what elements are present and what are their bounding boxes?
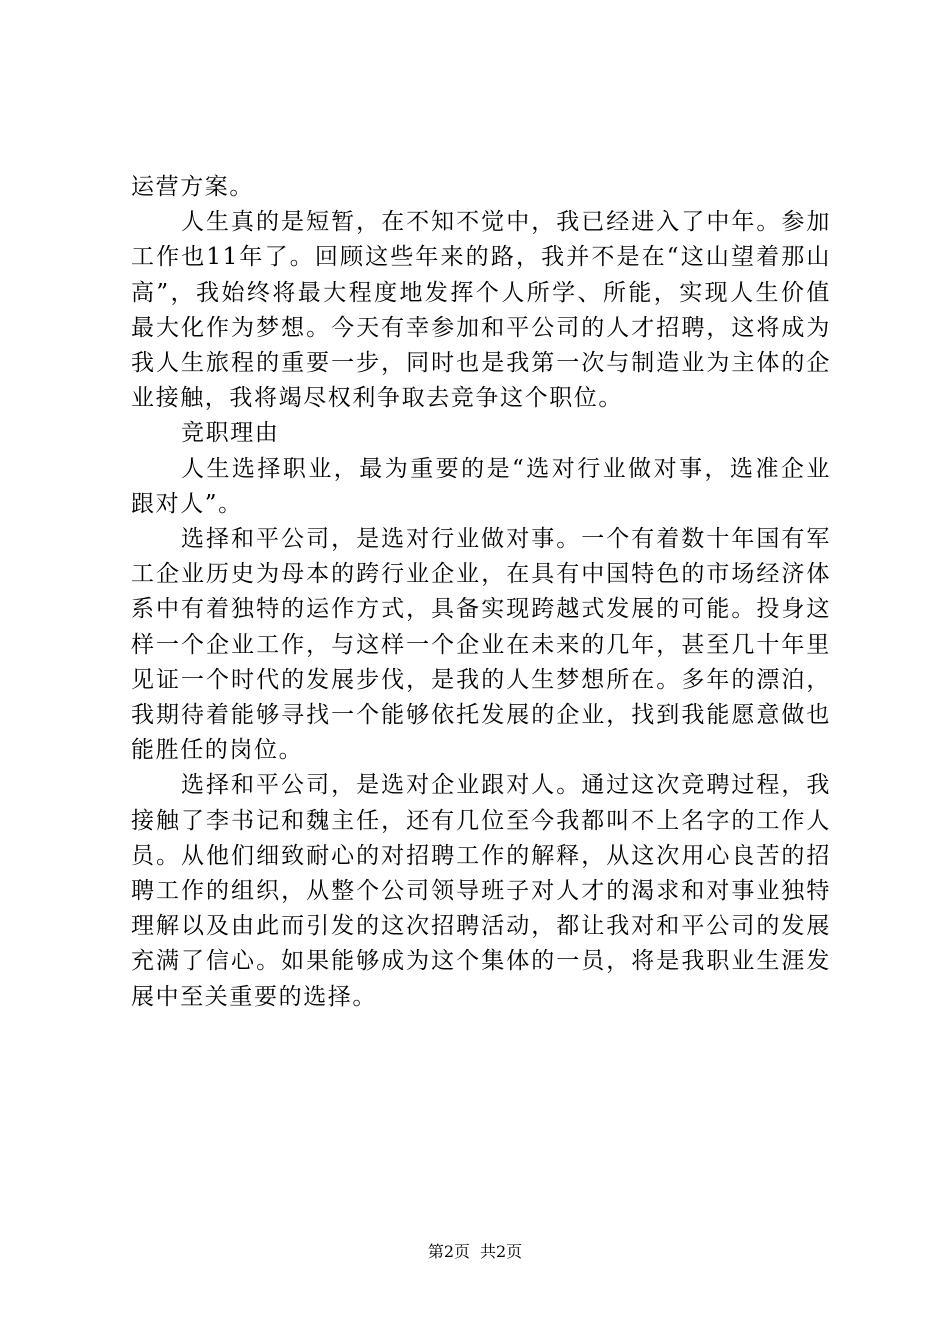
paragraph-3: 人生选择职业，最为重要的是“选对行业做对事，选准企业跟对人”。 (131, 455, 831, 517)
section-heading: 竞职理由 (181, 420, 280, 447)
page-number-current: 第2页 (427, 1242, 470, 1261)
paragraph-4: 选择和平公司，是选对行业做对事。一个有着数十年国有军工企业历史为母本的跨行业企业，在具有中国特色的市场经济体系中有着独特的运作方式，具备实现跨越式发展的可能。投身这样一个企业工作，与这样一个企业在未来的几年，甚至几十年里见证一个时代的发展步伐，是我的人生梦想所在。多年的漂泊，我期待着能够寻找一个能够依托发展的企业，找到我能愿意做也能胜任的岗位。 (131, 526, 831, 764)
paragraph-1: 人生真的是短暂，在不知不觉中，我已经进入了中年。参加工作也11年了。回顾这些年来的路，我并不是在“这山望着那山高”，我始终将最大程度地发挥个人所学、所能，实现人生价值最大化作为梦想。今天有幸参加和平公司的人才招聘，这将成为我人生旅程的重要一步，同时也是我第一次与制造业为主体的企业接触，我将竭尽权利争取去竞争这个职位。 (131, 209, 831, 412)
document-body (131, 170, 831, 1015)
paragraph-0: 运营方案。 (131, 174, 254, 200)
page-number-total: 共2页 (480, 1242, 523, 1261)
paragraph-5: 选择和平公司，是选对企业跟对人。通过这次竞聘过程，我接触了李书记和魏主任，还有几位至今我都叫不上名字的工作人员。从他们细致耐心的对招聘工作的解释，从这次用心良苦的招聘工作的组织，从整个公司领导班子对人才的渴求和对事业独特理解以及由此而引发的这次招聘活动，都让我对和平公司的发展充满了信心。如果能够成为这个集体的一员，将是我职业生涯发展中至关重要的选择。 (131, 772, 831, 1010)
page-footer (0, 1242, 950, 1262)
